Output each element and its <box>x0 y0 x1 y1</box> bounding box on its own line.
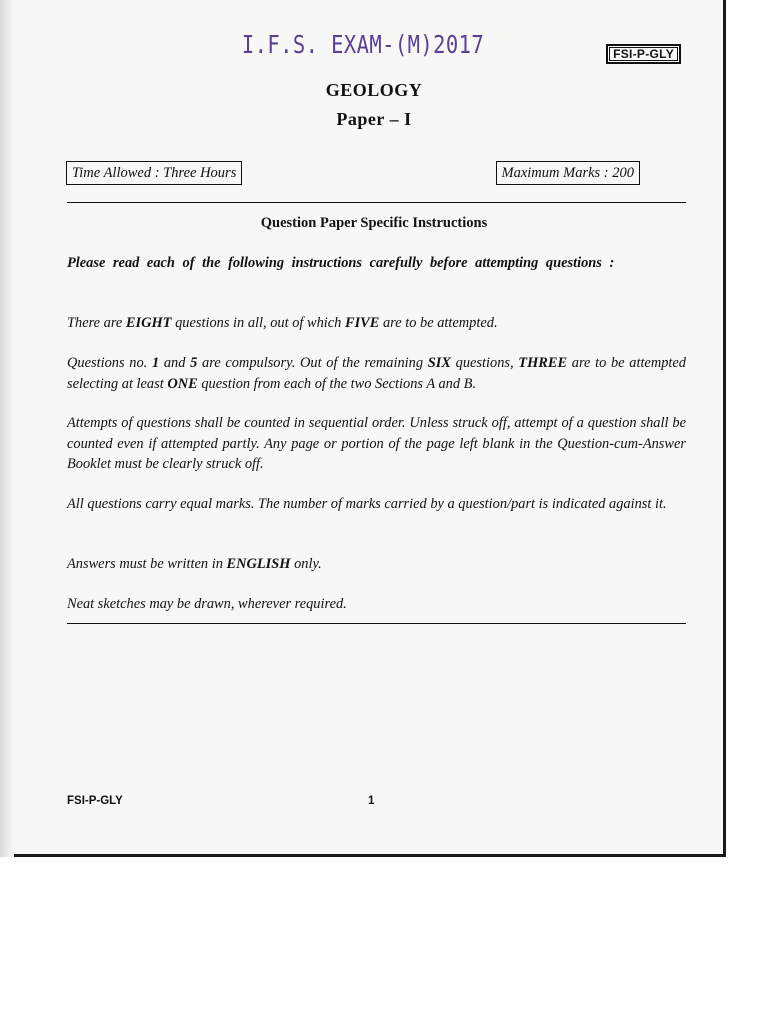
maximum-marks-box: Maximum Marks : 200 <box>496 161 641 185</box>
divider-bottom <box>67 623 686 624</box>
emphasis-text: ENGLISH <box>226 556 291 572</box>
instruction-paragraph <box>67 594 686 615</box>
instruction-paragraph <box>67 353 686 394</box>
instructions-heading: Question Paper Specific Instructions <box>260 215 488 231</box>
paragraph-text: are compulsory. Out of the remaining <box>197 355 428 371</box>
instruction-paragraph <box>67 313 686 334</box>
paragraph-text: are to be attempted selecting at least <box>67 355 686 392</box>
paragraph-text: question from each of the two Sections A and B. <box>197 375 477 392</box>
paragraph-text: questions in all, out of which <box>171 315 345 331</box>
paragraph-text: Attempts of questions shall be counted in sequential order. Unless struck off, attempt of a question shall be counted even if attempted partly. Any page or portion of the page left blank in the Question-cum-Answer Booklet must be clearly struck off. <box>67 415 686 472</box>
paragraph-text: are to be attempted. <box>379 315 498 331</box>
emphasis-text: SIX <box>427 355 451 371</box>
paragraph-text: Neat sketches may be drawn, wherever required. <box>67 596 347 612</box>
paragraph-text: Answers must be written in <box>67 556 227 572</box>
instruction-paragraph <box>67 554 686 575</box>
footer-paper-code: FSI-P-GLY <box>67 795 123 807</box>
emphasis-text: 5 <box>190 355 198 371</box>
emphasis-text: Please read each of the following instructions carefully before attempting questions : <box>67 255 615 271</box>
paragraph-text: and <box>159 355 191 371</box>
emphasis-text: FIVE <box>344 315 380 331</box>
exam-stamp: I.F.S. EXAM-(M)2017 <box>241 30 485 59</box>
divider-top <box>67 202 686 203</box>
paragraph-text: Questions no. <box>67 355 152 371</box>
paragraph-text: questions, <box>450 355 519 371</box>
paragraph-text: only. <box>290 556 322 572</box>
paper-title: Paper – I <box>336 109 412 129</box>
page-number: 1 <box>368 795 375 807</box>
subject-title: GEOLOGY <box>325 80 423 100</box>
emphasis-text: THREE <box>518 355 568 371</box>
emphasis-text: 1 <box>151 355 160 371</box>
instruction-paragraph <box>67 413 686 475</box>
emphasis-text: EIGHT <box>125 315 172 331</box>
paragraph-text: There are <box>67 315 126 331</box>
emphasis-text: ONE <box>167 375 198 392</box>
paper-code-box: FSI-P-GLY <box>606 44 681 64</box>
paragraph-text: All questions carry equal marks. The number of marks carried by a question/part is indicated against it. <box>67 496 667 512</box>
instruction-paragraph <box>67 253 686 274</box>
instruction-paragraph <box>67 494 686 515</box>
time-allowed-box: Time Allowed : Three Hours <box>66 161 242 185</box>
